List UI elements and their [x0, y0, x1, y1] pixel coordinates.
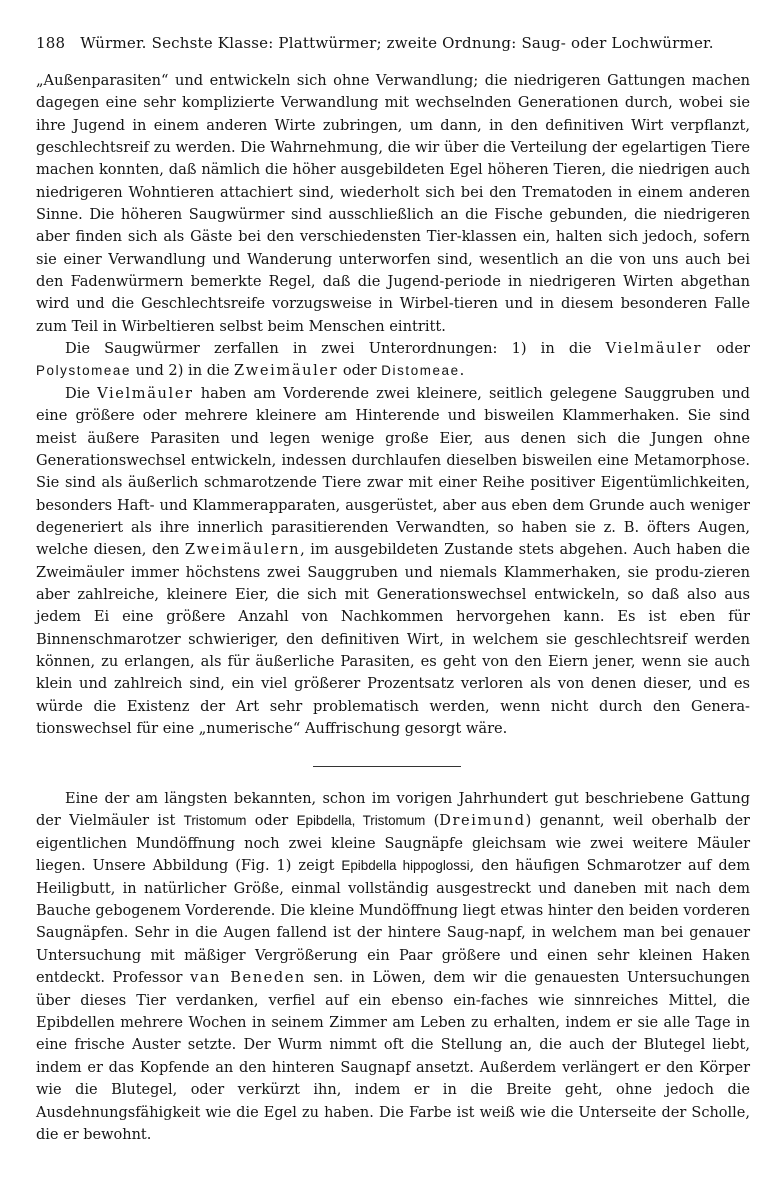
person-name-van-beneden: van Beneden: [190, 970, 306, 987]
text-run: , den häufigen Schmarotzer auf dem Heiligbutt, in natürlicher Größe, einmal vollständig ausgestreckt und daneben mit nach dem Bauche gebogenem Vorderende. Die kleine Mundöffnung liegt etwas hinter den beiden vorderen Saugnäpfen. Sehr in die Augen fallend ist der hintere Saug-napf, in welchem man bei genauer Untersuchung mit mäßiger Vergrößerung ein Paar größere und einen sehr kleinen Haken entdeckt. Professor: [36, 858, 750, 987]
section-tristomum: [36, 788, 750, 1147]
text-run: .: [459, 362, 465, 380]
text-run: , im ausgebildeten Zustande stets abgehen. Auch haben die Zweimäuler immer höchstens zwei Sauggruben und niemals Klammerhaken, sie produ-zieren aber zahlreiche, kleinere Eier, die sich mit Generationswechsel entwickeln, so daß also aus jedem Ei eine größere Anzahl von Nachkommen hervorgehen kann. Es ist eben für Binnenschmarotzer schwieriger, den definitiven Wirt, in welchem sie geschlechtsreif werden können, zu erlangen, als für äußerliche Parasiten, es geht von den Eiern jener, wenn sie auch klein und zahlreich sind, ein viel größerer Prozentsatz verloren als von denen dieser, und es würde die Existenz der Art sehr problematisch werden, wenn nicht durch den Genera-tionswechsel für eine „numerische“ Auffrischung gesorgt wäre.: [36, 541, 750, 737]
term-zweimaeuler: Zweimäuler: [234, 362, 339, 380]
term-zweimaeulern: Zweimäulern: [184, 541, 301, 559]
term-dreimund: Dreimund: [439, 813, 526, 830]
section-divider: [313, 766, 461, 767]
text-run: Die: [65, 384, 98, 402]
running-header: [36, 34, 756, 52]
text-run: ) genannt, weil oberhalb der eigentlichen Mundöffnung noch zwei kleine Saugnäpfe gleichsam wie zwei weitere Mäuler liegen. Unsere Abbildung (Fig. 1) zeigt: [36, 813, 750, 875]
text-run: (: [425, 813, 440, 830]
term-vielmaeuler: Vielmäuler: [97, 384, 194, 402]
paragraph-epibdella: [36, 788, 750, 1147]
text-run: sen. in Löwen, dem wir die genauesten Untersuchungen über dieses Tier verdanken, verfiel auf ein ebenso ein-faches wie sinnreiches Mittel, die Epibdellen mehrere Wochen in seinem Zimmer am Leben zu erhalten, indem er sie alle Tage in eine frische Auster setzte. Der Wurm nimmt oft die Stellung an, die auch der Blutegel liebt, indem er das Kopfende an den hinteren Saugnapf ansetzt. Außerdem verlängert er den Körper wie die Blutegel, oder verkürzt ihn, indem er in die Breite geht, ohne jedoch die Ausdehnungsfähigkeit wie die Egel zu haben. Die Farbe ist weiß wie die Unterseite der Scholle, die er bewohnt.: [36, 970, 750, 1144]
section-polystomeae-distomeae: [36, 70, 750, 740]
text-run: Die Saugwürmer zerfallen in zwei Unterordnungen: 1) in die: [65, 340, 606, 358]
text-run: Eine der am längsten bekannten, schon im vorigen Jahrhundert gut beschriebene Gattung der Vielmäuler ist: [36, 791, 750, 830]
page-number: 188: [36, 34, 66, 52]
paragraph-vielmaeuler-description: [36, 383, 750, 741]
term-vielmaeuler: Vielmäuler: [605, 340, 703, 358]
latin-term-polystomeae: Polystomeae: [36, 363, 132, 379]
latin-term-distomeae: Distomeae: [381, 363, 460, 379]
text-run: oder: [246, 813, 297, 830]
paragraph-suborders: [36, 338, 750, 383]
running-title: Würmer. Sechste Klasse: Plattwürmer; zweite Ordnung: Saug- oder Lochwürmer.: [80, 34, 714, 52]
latin-term-tristomum: Tristomum: [183, 813, 247, 829]
paragraph-parasites-development: „Außenparasiten“ und entwickeln sich ohne Verwandlung; die niedrigeren Gattungen machen dagegen eine sehr komplizierte Verwandlung mit wechselnden Generationen durch, wobei sie ihre Jugend in einem anderen Wirte zubringen, um dann, in den definitiven Wirt verpflanzt, geschlechtsreif zu werden. Die Wahrnehmung, die wir über die Verteilung der egelartigen Tiere machen konnten, daß nämlich die höher ausgebildeten Egel höheren Tieren, die niedrigen auch niedrigeren Wohntieren attachiert sind, wiederholt sich bei den Trematoden in einem anderen Sinne. Die höheren Saugwürmer sind ausschließlich an die Fische gebunden, die niedrigeren aber finden sich als Gäste bei den verschiedensten Tier-klassen ein, halten sich jedoch, sofern sie einer Verwandlung und Wanderung unterworfen sind, wesentlich an die von uns auch bei den Fadenwürmern bemerkte Regel, daß die Jugend-periode in niedrigeren Wirten abgethan wird und die Geschlechtsreife vorzugsweise in Wirbel-tieren und in diesem besonderen Falle zum Teil in Wirbeltieren selbst beim Menschen eintritt.: [36, 72, 750, 335]
text-run: oder: [702, 340, 750, 358]
text-run: haben am Vorderende zwei kleinere, seitlich gelegene Sauggruben und eine größere oder mehrere kleinere am Hinterende und bisweilen Klammerhaken. Sie sind meist äußere Parasiten und legen wenige große Eier, aus denen sich die Jungen ohne Generationswechsel entwickeln, indessen durchlaufen dieselben bisweilen eine Metamorphose. Sie sind als äußerlich schmarotzende Tiere zwar mit einer Reihe positiver Eigentümlichkeiten, besonders Haft- und Klammerapparaten, ausgerüstet, aber aus eben dem Grunde auch weniger degeneriert als ihre innerlich parasitierenden Verwandten, so haben sie z. B. öfters Augen, welche diesen, den: [36, 384, 750, 559]
latin-term-epibdella-hippoglossi: Epibdella hippoglossi: [341, 858, 470, 874]
latin-term-epibdella-tristomum: Epibdella, Tristomum: [296, 813, 426, 829]
text-run: oder: [338, 362, 382, 380]
text-run: und 2) in die: [131, 362, 235, 380]
